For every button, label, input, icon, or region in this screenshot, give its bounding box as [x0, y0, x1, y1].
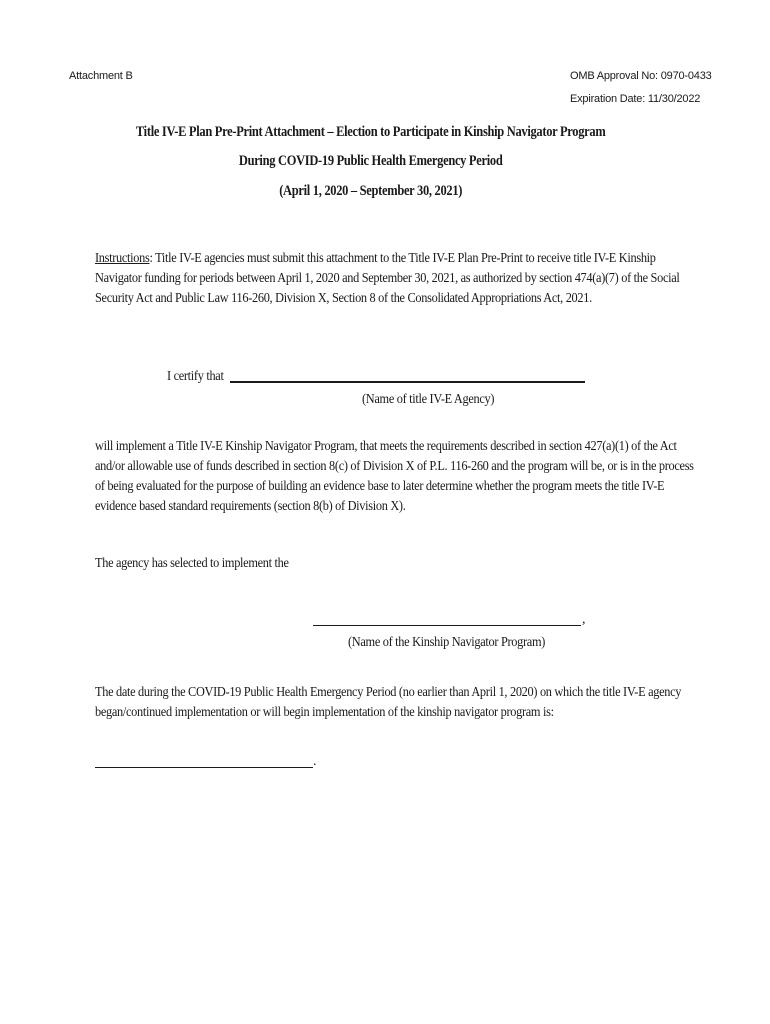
instructions-line-3: Security Act and Public Law 116-260, Division X, Section 8 of the Consolidated Appropriations Act, 2021. [95, 291, 592, 306]
instructions-text-1: : Title IV-E agencies must submit this attachment to the Title IV-E Plan Pre-Print to receive title IV-E Kinship [149, 251, 656, 266]
title-line-3: (April 1, 2020 – September 30, 2021) [279, 183, 463, 199]
date-line-1: The date during the COVID-19 Public Health Emergency Period (no earlier than April 1, 2020) on which the title IV-E agency [95, 685, 682, 700]
program-name-comma: , [582, 612, 586, 627]
expiration-date: Expiration Date: 11/30/2022 [570, 93, 701, 105]
agency-name-field[interactable] [230, 381, 585, 383]
instructions-paragraph [95, 249, 679, 309]
date-paragraph [95, 683, 681, 723]
certify-prefix: I certify that [167, 369, 224, 384]
omb-approval-number: OMB Approval No: 0970-0433 [570, 70, 712, 82]
program-name-field[interactable] [313, 625, 581, 626]
title-line-1: Title IV-E Plan Pre-Print Attachment – Election to Participate in Kinship Navigator Program [135, 124, 606, 140]
certification-paragraph [95, 437, 694, 517]
certification-line-4: evidence based standard requirements (section 8(b) of Division X). [95, 499, 406, 514]
attachment-label: Attachment B [69, 70, 133, 82]
certification-line-3: of being evaluated for the purpose of building an evidence base to later determine whether the program meets the title IV-E [95, 479, 665, 494]
instructions-label: Instructions [95, 251, 150, 266]
instructions-line-2: Navigator funding for periods between April 1, 2020 and September 30, 2021, as authorized by section 474(a)(7) of the Social [95, 271, 680, 286]
certification-line-2: and/or allowable use of funds described in section 8(c) of Division X of P.L. 116-260 and the program will be, or is in the process [95, 459, 694, 474]
program-name-caption: (Name of the Kinship Navigator Program) [348, 635, 546, 650]
implementation-date-field[interactable] [95, 767, 313, 768]
title-line-2: During COVID-19 Public Health Emergency Period [238, 153, 503, 169]
date-line-2: began/continued implementation or will begin implementation of the kinship navigator program is: [95, 705, 554, 720]
implementation-date-period: . [313, 754, 317, 769]
agency-name-caption: (Name of title IV-E Agency) [362, 392, 495, 407]
certification-line-1: will implement a Title IV-E Kinship Navigator Program, that meets the requirements described in section 427(a)(1) of the Act [95, 439, 677, 454]
instructions-line-1 [95, 249, 679, 269]
selected-program-text: The agency has selected to implement the [95, 556, 289, 571]
